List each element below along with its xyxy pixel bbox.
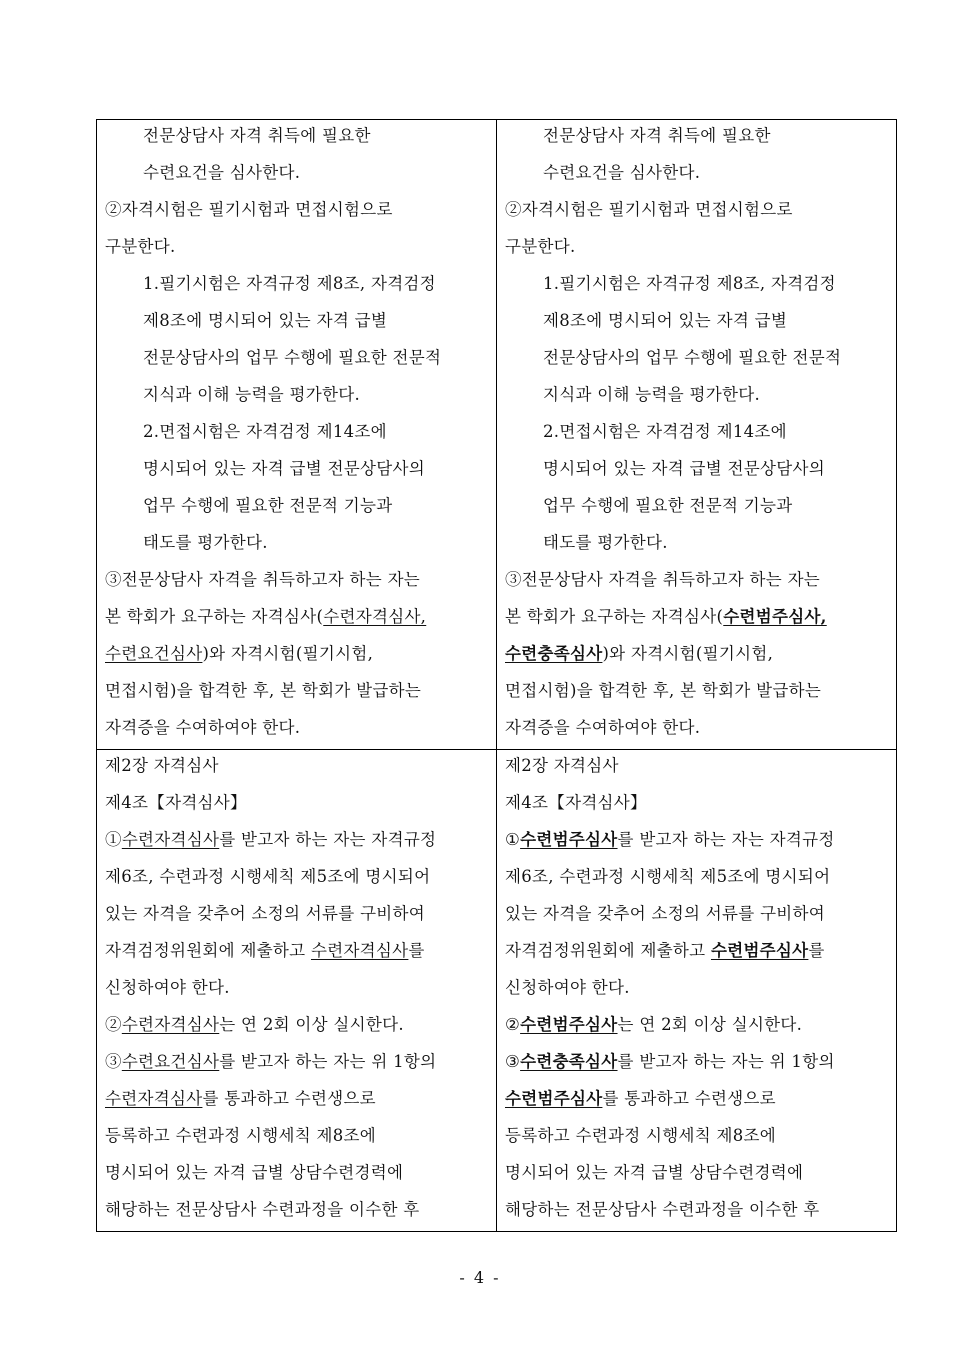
chapter-heading: 제2장 자격심사 <box>105 756 219 775</box>
text-line: ③전문상담사 자격을 취득하고자 하는 자는 <box>105 570 421 589</box>
text-span: 를 받고자 하는 자는 자격규정 <box>219 830 437 849</box>
text-span: 를 <box>808 941 825 960</box>
text-line: 업무 수행에 필요한 전문적 기능과 <box>143 496 393 515</box>
text-line: 제6조, 수련과정 시행세칙 제5조에 명시되어 <box>105 867 431 886</box>
text-span: ② <box>105 1015 122 1034</box>
text-line: 신청하여야 한다. <box>105 978 230 997</box>
underlined-term: 수련요건심사 <box>121 1052 220 1071</box>
text-span: 자격검정위원회에 제출하고 <box>105 941 311 960</box>
text-line: 제8조에 명시되어 있는 자격 급별 <box>543 311 788 330</box>
text-span: 는 연 2회 이상 실시한다. <box>219 1015 404 1034</box>
text-span: ③ <box>505 1052 521 1071</box>
text-span: )와 자격시험(필기시험, <box>202 644 374 663</box>
text-span: 는 연 2회 이상 실시한다. <box>617 1015 803 1034</box>
text-line: 1.필기시험은 자격규정 제8조, 자격검정 <box>543 274 836 293</box>
table-row <box>97 750 897 1232</box>
text-span: 본 학회가 요구하는 자격심사( <box>505 607 724 626</box>
underlined-term: 수련범주심사 <box>505 1089 603 1108</box>
underlined-term: 수련요건심사 <box>105 644 203 663</box>
text-line: 2.면접시험은 자격검정 제14조에 <box>143 422 387 441</box>
text-line: 신청하여야 한다. <box>505 978 630 997</box>
underlined-term: 수련범주심사 <box>520 830 618 849</box>
text-line <box>505 824 888 861</box>
text-span: ③ <box>105 1052 122 1071</box>
text-line: 전문상담사 자격 취득에 필요한 <box>143 126 371 145</box>
text-line: 등록하고 수련과정 시행세칙 제8조에 <box>105 1126 377 1145</box>
text-line <box>505 638 888 675</box>
text-span: 를 통과하고 수련생으로 <box>202 1089 376 1108</box>
text-line <box>105 824 488 861</box>
text-line: 있는 자격을 갖추어 소정의 서류를 구비하여 <box>505 904 826 923</box>
text-line <box>505 935 888 972</box>
text-line: 명시되어 있는 자격 급별 상담수련경력에 <box>105 1163 404 1182</box>
underlined-term: 수련충족심사 <box>520 1052 618 1071</box>
text-span: 를 받고자 하는 자는 자격규정 <box>617 830 835 849</box>
text-line: 면접시험)을 합격한 후, 본 학회가 발급하는 <box>105 681 422 700</box>
text-line: 제6조, 수련과정 시행세칙 제5조에 명시되어 <box>505 867 831 886</box>
underlined-term: 수련범주심사 <box>520 1015 618 1034</box>
text-line <box>505 1009 888 1046</box>
text-span: ② <box>505 1015 521 1034</box>
underlined-term: 수련범주심사 <box>710 941 809 960</box>
right-cell-section1 <box>497 120 897 750</box>
text-line <box>105 1083 488 1120</box>
text-line: 자격증을 수여하여야 한다. <box>105 718 301 737</box>
text-line <box>505 601 888 638</box>
text-span: 자격검정위원회에 제출하고 <box>505 941 711 960</box>
left-cell-section1 <box>97 120 497 750</box>
text-line <box>505 1083 888 1120</box>
page-number: - 4 - <box>459 1268 501 1287</box>
text-line: 수련요건을 심사한다. <box>143 163 301 182</box>
article-heading: 제4조【자격심사】 <box>505 793 647 812</box>
table-row <box>97 120 897 750</box>
text-span: ① <box>105 830 122 849</box>
text-line <box>105 935 488 972</box>
comparison-table <box>96 119 897 1232</box>
underlined-term: 수련자격심사 <box>310 941 409 960</box>
text-line: 태도를 평가한다. <box>543 533 668 552</box>
text-line <box>105 601 488 638</box>
text-line <box>105 638 488 675</box>
text-span: 를 받고자 하는 자는 위 1항의 <box>617 1052 835 1071</box>
text-line: 구분한다. <box>505 237 576 256</box>
text-line: 해당하는 전문상담사 수련과정을 이수한 후 <box>105 1200 420 1219</box>
underlined-term: 수련자격심사 <box>105 1089 203 1108</box>
text-line: 전문상담사의 업무 수행에 필요한 전문적 <box>543 348 842 367</box>
text-line: ③전문상담사 자격을 취득하고자 하는 자는 <box>505 570 821 589</box>
text-line: 전문상담사 자격 취득에 필요한 <box>543 126 771 145</box>
text-span: 를 받고자 하는 자는 위 1항의 <box>219 1052 437 1071</box>
text-line: 명시되어 있는 자격 급별 상담수련경력에 <box>505 1163 804 1182</box>
text-span: 본 학회가 요구하는 자격심사( <box>105 607 324 626</box>
text-line: 수련요건을 심사한다. <box>543 163 701 182</box>
underlined-term: 수련자격심사, <box>323 607 427 626</box>
text-line <box>105 1009 488 1046</box>
text-line: 제8조에 명시되어 있는 자격 급별 <box>143 311 388 330</box>
text-line: 등록하고 수련과정 시행세칙 제8조에 <box>505 1126 777 1145</box>
text-line: 명시되어 있는 자격 급별 전문상담사의 <box>543 459 826 478</box>
text-line: 있는 자격을 갖추어 소정의 서류를 구비하여 <box>105 904 426 923</box>
chapter-heading: 제2장 자격심사 <box>505 756 619 775</box>
text-line: 자격증을 수여하여야 한다. <box>505 718 701 737</box>
underlined-term: 수련범주심사, <box>723 607 827 626</box>
text-span: )와 자격시험(필기시험, <box>602 644 774 663</box>
underlined-term: 수련충족심사 <box>505 644 603 663</box>
text-line: 태도를 평가한다. <box>143 533 268 552</box>
text-line: 1.필기시험은 자격규정 제8조, 자격검정 <box>143 274 436 293</box>
text-line <box>505 1046 888 1083</box>
text-line: 해당하는 전문상담사 수련과정을 이수한 후 <box>505 1200 820 1219</box>
text-line: ②자격시험은 필기시험과 면접시험으로 <box>105 200 393 219</box>
text-line: 업무 수행에 필요한 전문적 기능과 <box>543 496 793 515</box>
text-span: ① <box>505 830 521 849</box>
underlined-term: 수련자격심사 <box>121 1015 220 1034</box>
text-line: 2.면접시험은 자격검정 제14조에 <box>543 422 787 441</box>
text-span: 를 통과하고 수련생으로 <box>602 1089 776 1108</box>
article-heading: 제4조【자격심사】 <box>105 793 247 812</box>
text-line: 전문상담사의 업무 수행에 필요한 전문적 <box>143 348 442 367</box>
underlined-term: 수련자격심사 <box>121 830 220 849</box>
left-cell-section2 <box>97 750 497 1232</box>
text-line: 지식과 이해 능력을 평가한다. <box>143 385 361 404</box>
right-cell-section2 <box>497 750 897 1232</box>
text-line: 명시되어 있는 자격 급별 전문상담사의 <box>143 459 426 478</box>
text-span: 를 <box>408 941 425 960</box>
text-line: 면접시험)을 합격한 후, 본 학회가 발급하는 <box>505 681 822 700</box>
text-line: 구분한다. <box>105 237 176 256</box>
text-line <box>105 1046 488 1083</box>
text-line: ②자격시험은 필기시험과 면접시험으로 <box>505 200 793 219</box>
text-line: 지식과 이해 능력을 평가한다. <box>543 385 761 404</box>
